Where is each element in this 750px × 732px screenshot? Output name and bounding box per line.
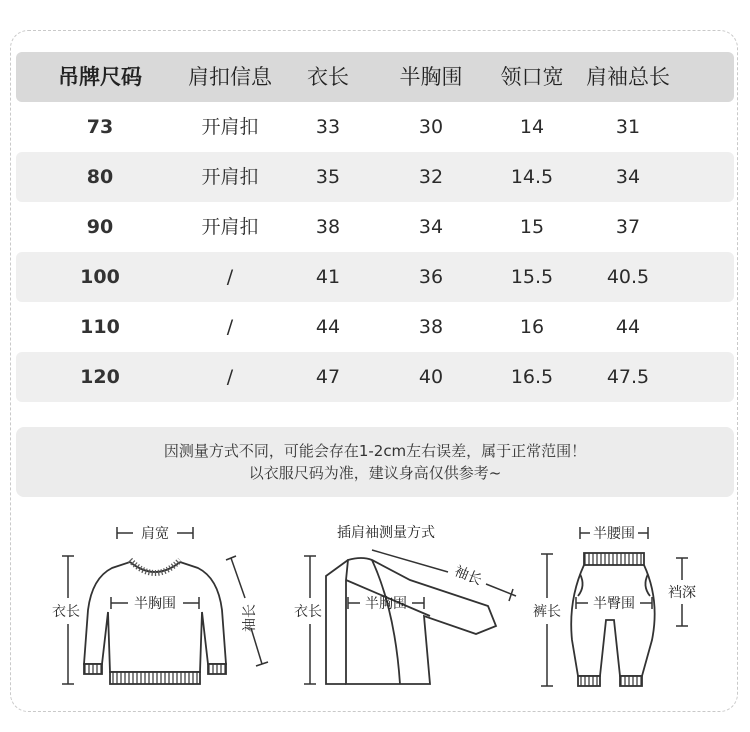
sweater-length-marker xyxy=(62,556,74,684)
header-sleeve-length: 肩袖总长 xyxy=(586,65,670,89)
cell-collar-width: 14 xyxy=(519,116,545,138)
cell-shoulder-button: 开肩扣 xyxy=(201,116,259,138)
label-raglan-length: 衣长 xyxy=(294,604,322,620)
label-raglan-sleeve: 袖长 xyxy=(452,563,484,589)
cell-collar-width: 15 xyxy=(519,216,545,238)
note-line-2: 以衣服尺码为准，建议身高仅供参考~ xyxy=(248,464,502,482)
cell-size: 120 xyxy=(80,366,120,388)
label-garment-length: 衣长 xyxy=(52,604,80,620)
cell-length: 35 xyxy=(315,166,341,188)
header-shoulder-button: 肩扣信息 xyxy=(188,65,272,89)
cell-shoulder-button: / xyxy=(226,316,234,338)
cell-length: 47 xyxy=(315,366,341,388)
header-tag-size: 吊牌尺码 xyxy=(58,65,142,89)
cell-sleeve-length: 40.5 xyxy=(606,266,650,288)
cell-half-chest: 36 xyxy=(418,266,444,288)
cell-half-chest: 32 xyxy=(418,166,444,188)
cell-half-chest: 40 xyxy=(418,366,444,388)
cell-length: 41 xyxy=(315,266,341,288)
pants-illustration xyxy=(571,553,654,686)
cell-size: 100 xyxy=(80,266,120,288)
cell-sleeve-length: 44 xyxy=(615,316,641,338)
cell-sleeve-length: 47.5 xyxy=(606,366,650,388)
header-half-chest: 半胸围 xyxy=(399,65,463,89)
pants-length-marker xyxy=(541,554,553,686)
cell-shoulder-button: / xyxy=(226,366,234,388)
cell-sleeve-length: 37 xyxy=(615,216,641,238)
cell-shoulder-button: 开肩扣 xyxy=(201,166,259,188)
cell-size: 73 xyxy=(86,116,114,138)
label-shoulder-width: 肩宽 xyxy=(141,526,169,542)
cell-size: 110 xyxy=(80,316,120,338)
cell-collar-width: 16.5 xyxy=(510,366,554,388)
cell-length: 38 xyxy=(315,216,341,238)
cell-shoulder-button: 开肩扣 xyxy=(201,216,259,238)
cell-sleeve-length: 34 xyxy=(615,166,641,188)
raglan-title: 插肩袖测量方式 xyxy=(337,525,435,541)
label-half-hip: 半臀围 xyxy=(593,596,635,612)
label-half-waist: 半腰围 xyxy=(593,526,635,542)
cell-half-chest: 34 xyxy=(418,216,444,238)
cell-half-chest: 30 xyxy=(418,116,444,138)
sweater-illustration xyxy=(84,560,226,684)
cell-size: 80 xyxy=(86,166,114,188)
label-sleeve-length: 袖长 xyxy=(242,604,258,632)
header-length: 衣长 xyxy=(307,65,349,89)
cell-collar-width: 15.5 xyxy=(510,266,554,288)
cell-collar-width: 14.5 xyxy=(510,166,554,188)
cell-half-chest: 38 xyxy=(418,316,444,338)
label-raglan-chest: 半胸围 xyxy=(365,596,407,612)
cell-sleeve-length: 31 xyxy=(615,116,641,138)
header-collar-width: 领口宽 xyxy=(500,65,564,89)
note-line-1: 因测量方式不同，可能会存在1-2cm左右误差，属于正常范围！ xyxy=(163,442,587,460)
cell-size: 90 xyxy=(86,216,114,238)
cell-length: 33 xyxy=(315,116,341,138)
cell-length: 44 xyxy=(315,316,341,338)
raglan-length-marker xyxy=(304,556,316,684)
cell-collar-width: 16 xyxy=(519,316,545,338)
label-rise-depth: 裆深 xyxy=(668,585,696,601)
label-half-chest: 半胸围 xyxy=(134,596,176,612)
cell-shoulder-button: / xyxy=(226,266,234,288)
label-pants-length: 裤长 xyxy=(533,604,561,620)
raglan-sleeve-marker xyxy=(372,550,516,601)
